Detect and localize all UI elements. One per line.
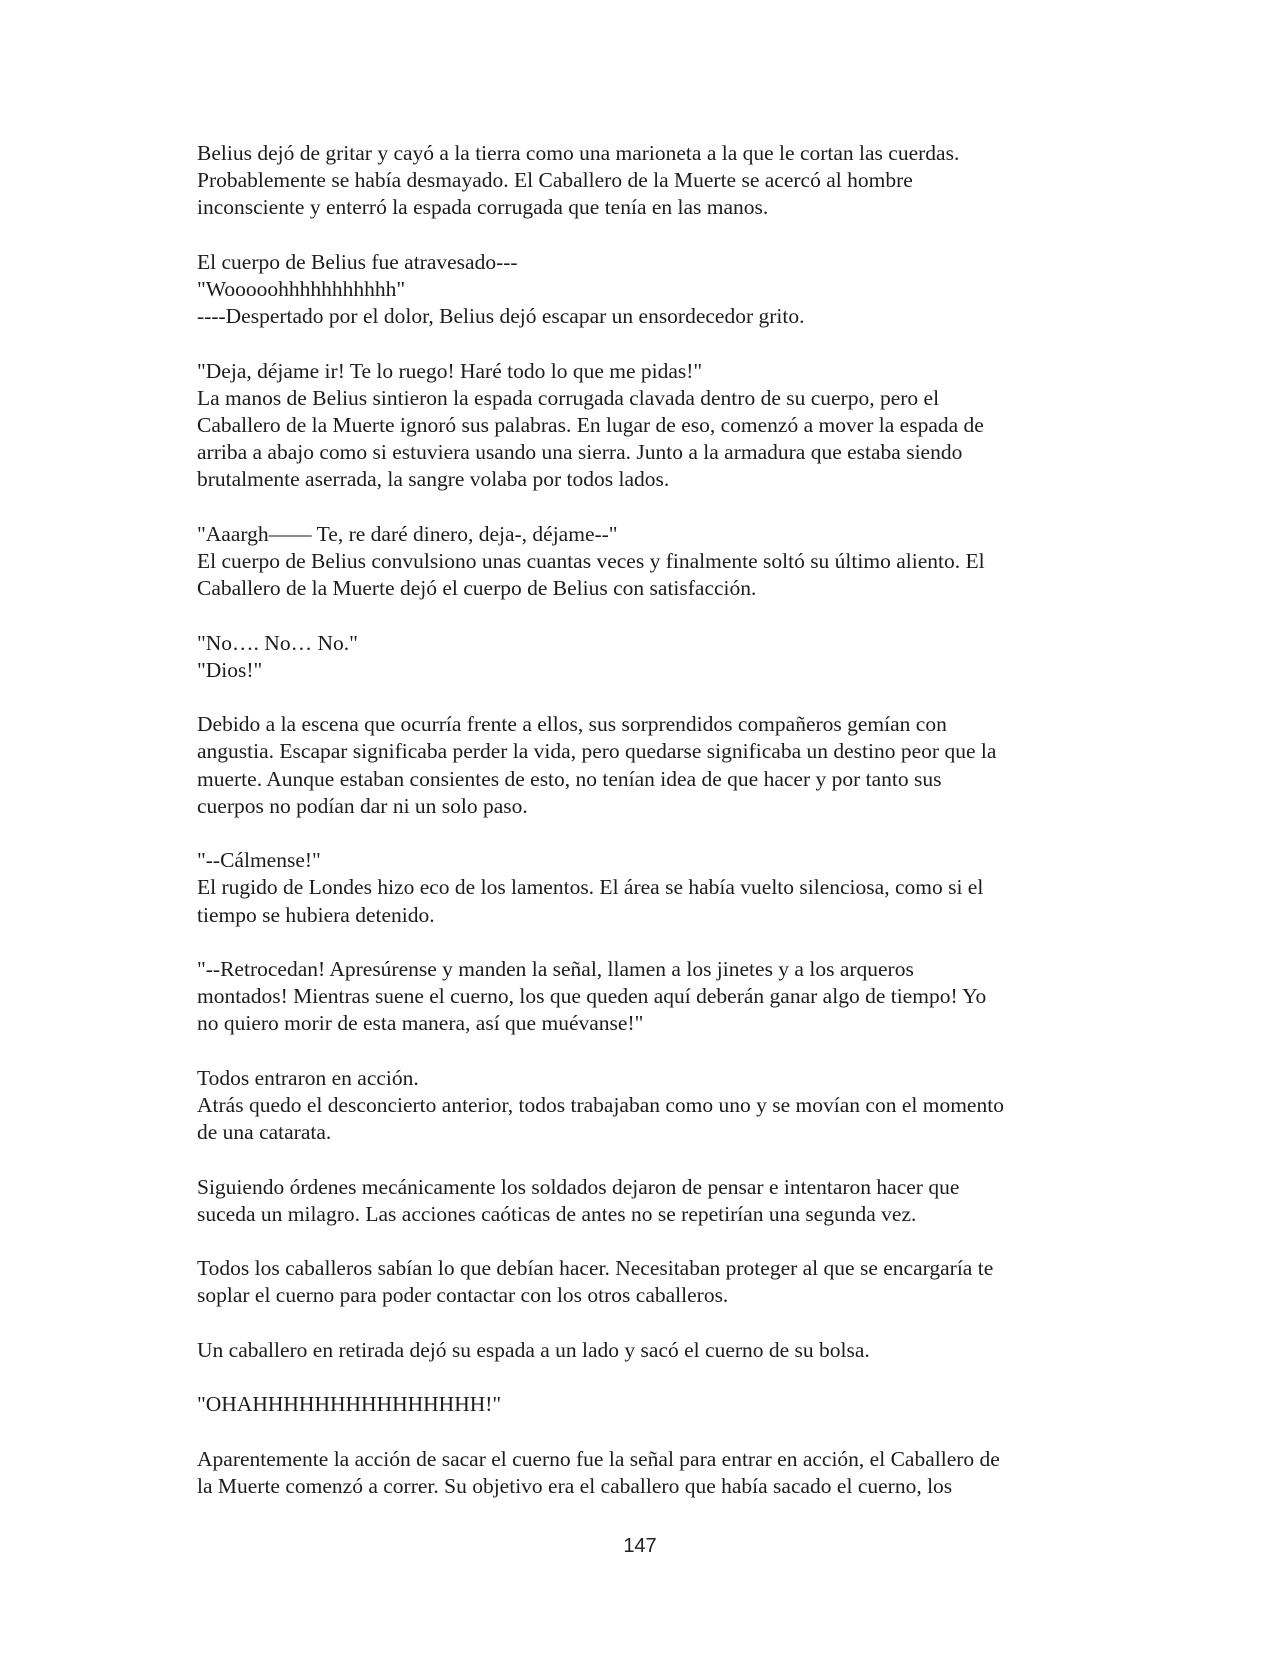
text-line: Aparentemente la acción de sacar el cuerno fue la señal para entrar en acción, el Caballero de xyxy=(197,1446,1000,1471)
text-line: "OHAHHHHHHHHHHHHHHH!" xyxy=(197,1392,502,1417)
text-line: El cuerpo de Belius fue atravesado--- xyxy=(197,249,518,274)
text-line: "Wooooohhhhhhhhhhh" xyxy=(197,277,406,301)
paragraph xyxy=(197,1255,1097,1309)
text-line: soplar el cuerno para poder contactar con los otros caballeros. xyxy=(197,1283,729,1308)
text-line: Belius dejó de gritar y cayó a la tierra como una marioneta a la que le cortan las cuerdas. xyxy=(197,141,960,165)
text-line: "Aaargh—— Te, re daré dinero, deja-, déjame--" xyxy=(197,521,618,546)
paragraph xyxy=(197,1337,1097,1364)
text-line: no quiero morir de esta manera, así que muévanse!" xyxy=(197,1011,644,1036)
paragraph xyxy=(197,249,1097,331)
text-line: La manos de Belius sintieron la espada corrugada clavada dentro de su cuerpo, pero el xyxy=(197,385,940,410)
text-line: Un caballero en retirada dejó su espada a un lado y sacó el cuerno de su bolsa. xyxy=(197,1337,870,1362)
text-line: la Muerte comenzó a correr. Su objetivo era el caballero que había sacado el cuerno, los xyxy=(197,1473,953,1498)
text-line: brutalmente aserrada, la sangre volaba por todos lados. xyxy=(197,467,670,492)
paragraph xyxy=(197,1446,1097,1500)
text-line: arriba a abajo como si estuviera usando una sierra. Junto a la armadura que estaba siendo xyxy=(197,440,963,465)
text-line: Atrás quedo el desconcierto anterior, todos trabajaban como uno y se movían con el momento xyxy=(197,1092,1004,1117)
text-line: "Deja, déjame ir! Te lo ruego! Haré todo lo que me pidas!" xyxy=(197,358,703,383)
text-line: suceda un milagro. Las acciones caóticas de antes no se repetirían una segunda vez. xyxy=(197,1201,917,1226)
text-line: El rugido de Londes hizo eco de los lamentos. El área se había vuelto silenciosa, como si el xyxy=(197,875,984,900)
paragraph xyxy=(197,1391,1097,1418)
text-line: angustia. Escapar significaba perder la vida, pero quedarse significaba un destino peor que la xyxy=(197,739,997,764)
paragraph xyxy=(197,1065,1097,1147)
text-line: ----Despertado por el dolor, Belius dejó escapar un ensordecedor grito. xyxy=(197,304,805,329)
text-line: Caballero de la Muerte ignoró sus palabras. En lugar de eso, comenzó a mover la espada de xyxy=(197,413,984,437)
text-line: cuerpos no podían dar ni un solo paso. xyxy=(197,793,528,818)
text-line: de una catarata. xyxy=(197,1120,332,1145)
text-line: montados! Mientras suene el cuerno, los que queden aquí deberán ganar algo de tiempo! Yo xyxy=(197,984,987,1009)
text-line: "Dios!" xyxy=(197,657,263,682)
paragraph xyxy=(197,140,1097,222)
page-number: 147 xyxy=(623,1535,657,1557)
text-line: Debido a la escena que ocurría frente a ellos, sus sorprendidos compañeros gemían con xyxy=(197,712,947,737)
text-line: tiempo se hubiera detenido. xyxy=(197,902,435,927)
text-line: muerte. Aunque estaban consientes de esto, no tenían idea de que hacer y por tanto sus xyxy=(197,766,942,791)
text-line: Caballero de la Muerte dejó el cuerpo de Belius con satisfacción. xyxy=(197,576,757,601)
body-text xyxy=(197,140,1097,1527)
text-line: Siguiendo órdenes mecánicamente los soldados dejaron de pensar e intentaron hacer que xyxy=(197,1174,960,1199)
text-line: inconsciente y enterró la espada corrugada que tenía en las manos. xyxy=(197,195,769,220)
text-line: El cuerpo de Belius convulsiono unas cuantas veces y finalmente soltó su último aliento. El xyxy=(197,549,985,573)
paragraph xyxy=(197,1174,1097,1228)
text-line: Todos los caballeros sabían lo que debían hacer. Necesitaban proteger al que se encargaría te xyxy=(197,1256,994,1281)
paragraph xyxy=(197,521,1097,603)
text-line: Todos entraron en acción. xyxy=(197,1065,419,1090)
text-line: Probablemente se había desmayado. El Caballero de la Muerte se acercó al hombre xyxy=(197,168,913,193)
text-line: "No…. No… No." xyxy=(197,630,358,655)
paragraph xyxy=(197,630,1097,684)
paragraph xyxy=(197,711,1097,820)
paragraph xyxy=(197,847,1097,929)
paragraph xyxy=(197,358,1097,494)
text-line: "--Cálmense!" xyxy=(197,848,321,873)
text-line: "--Retrocedan! Apresúrense y manden la señal, llamen a los jinetes y a los arqueros xyxy=(197,956,914,981)
paragraph xyxy=(197,956,1097,1038)
